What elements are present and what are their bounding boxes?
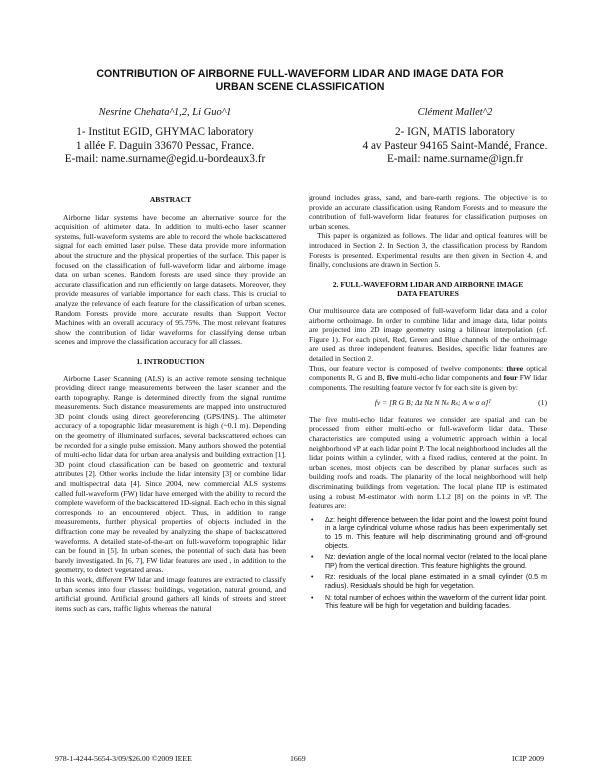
list-item-text: Δz: height difference between the lidar point and the lowest point found in a large cylindrical volume whose radius has been experimentally set to 15 m. This feature will help discriminating ground and off-ground objects. [325, 516, 547, 550]
fv-text-d: multi-echo lidar components and [398, 373, 504, 383]
section-2-heading [309, 280, 547, 299]
intro-continuation: ground includes grass, sand, and bare-earth regions. The objective is to provide an accurate classification using Random Forests and to measure the contribution of full-waveform lidar features for classification purposes on urban scenes. [309, 193, 547, 231]
fv-text-a: Thus, our feature vector is composed of twelve components: [309, 363, 507, 373]
fv-text-e: FW lidar components. The resulting feature vector fv for each site is given by: [309, 373, 548, 392]
intro-paragraph-1: Airborne Laser Scanning (ALS) is an active remote sensing technique providing direct range measurements between the laser scanner and the earth topography. Range is determined directly from the signal runtime measurements. Such distance measurements are mapped into unstructured 3D point clouds using direct georeferencing (GPS/INS). The altimeter accuracy of a topographic lidar measurement is high (~0.1 m). Depending on the geometry of illuminated surfaces, several backscattered echoes can be recorded for a single pulse emission. Many authors showed the potential of multi-echo lidar data for urban area analysis and building extraction [1]. 3D point cloud classification can be based on geometric and textural attributes [2]. Other works include the lidar intensity [3] or combine lidar and multispectral data [4]. Since 2004, new commercial ALS systems called full-waveform (FW) lidar have emerged with the ability to record the complete waveform of the backscattered 1D-signal. Each echo in this signal corresponds to an encountered object. Thus, in addition to range measurements, further physical properties of objects included in the diffraction cone may be revealed by analyzing the shape of backscattered waveforms. A detailed state-of-the-art on full-waveform topographic lidar can be found in [5]. In urban scenes, the potential of such data has been barely investigated. In [6, 7], FW lidar features are used , in addition to the geometry, to detect vegetated areas. [55, 373, 286, 575]
section-2-heading-line-2: DATA FEATURES [397, 289, 459, 299]
intro-paragraph-2: In this work, different FW lidar and image features are extracted to classify urban scenes into four classes: buildings, vegetation, natural ground, and artificial ground. Artificial ground gathers all kinds of streets and street items such as cars, traffic lights whereas the natural [55, 574, 286, 613]
title-line-1: CONTRIBUTION OF AIRBORNE FULL-WAVEFORM LIDAR AND IMAGE DATA FOR [96, 68, 504, 80]
footer-page-number: 1669 [290, 754, 306, 763]
list-item [309, 574, 547, 591]
author-names-left: Nesrine Chehata^1,2, Li Guo^1 [98, 107, 232, 118]
list-item [309, 517, 547, 551]
paper-title [40, 68, 560, 94]
bullet-icon: • [311, 574, 314, 582]
left-column [55, 195, 286, 613]
equation-body: fv = [R G B; Δz Nz N Nₛ Rₛ; A w σ α]ᵀ [374, 398, 492, 408]
affiliation-right-1: 2- IGN, MATIS laboratory [395, 126, 515, 138]
bullet-icon: • [311, 516, 314, 524]
equation-1 [309, 398, 547, 408]
author-block-left [20, 106, 310, 167]
list-item [309, 554, 547, 571]
email-left: E-mail: name.surname@egid.u-bordeaux3.fr [64, 153, 266, 165]
bullet-icon: • [311, 554, 314, 562]
email-right: E-mail: name.surname@ign.fr [386, 153, 524, 165]
list-item [309, 595, 547, 612]
fv-bold-four: four [503, 373, 518, 383]
abstract-text: Airborne lidar systems have become an alternative source for the acquisition of altimeter data. In addition to multi-echo laser scanner systems, full-waveform systems are able to record the whole backscattered signal for each emitted laser pulse. These data provide more information about the structure and the physical properties of the surface. This paper is focused on the classification of full-waveform lidar and airborne image data on urban scenes. Random forests are used since they provide an accurate classification and run efficiently on large datasets. Moreover, they provide measures of variable importance for each class. This is crucial to analyze the relevance of each feature for the classification of urban scenes. Random Forests provide more accurate results than Support Vector Machines with an overall accuracy of 95.75%. The most relevant features show the contribution of lidar waveforms for classifying dense urban scenes and improve the classification accuracy for all classes. [55, 212, 286, 347]
list-item-text: Rz: residuals of the local plane estimated in a small cylinder (0.5 m radius). Residuals should be high for vegetation. [325, 574, 547, 590]
fv-text-c: optical components R, G and B, [309, 363, 547, 383]
data-paragraph: Our multisource data are composed of full-waveform lidar data and a color airborne orthoimage. In order to combine lidar and image data, lidar points are projected into 2D image geometry using a bilinear interpolation (cf. Figure 1). For each pixel, Red, Green and Blue channels of the orthoimage are used as three independent features. Besides, specific lidar features are detailed in Section 2. [309, 305, 547, 363]
affiliation-right-2: 4 av Pasteur 94165 Saint-Mandé, France. [362, 139, 548, 152]
organization-paragraph: This paper is organized as follows. The lidar and optical features will be introduced in Section 2. In Section 3, the classification process by Random Forests is presented. Experimental results are then given in Section 4, and finally, conclusions are drawn in Section 5. [309, 231, 547, 270]
introduction-heading: 1. INTRODUCTION [136, 356, 205, 366]
abstract-heading: ABSTRACT [149, 195, 192, 204]
feature-list [309, 517, 547, 612]
footer-isbn: 978-1-4244-5654-3/09/$26.00 ©2009 IEEE [55, 754, 192, 763]
multi-echo-paragraph: The five multi-echo lidar features we consider are spatial and can be processed from either multi-echo or full-waveform lidar data. These characteristics are computed using a volumetric approach within a local neighborhood νP at each lidar point P. The local neighborhood includes all the lidar points within a cylinder, with a fixed radius, centered at the point. In urban scenes, most objects can be described by planar surfaces such as building roofs and roads. The planarity of the local neighborhood will help discriminating buildings from vegetation. The local plane ΠP is estimated using a robust M-estimator with norm L1.2 [8] on the points in νP. The features are: [309, 414, 547, 511]
affiliation-left-1: 1- Institut EGID, GHYMAC laboratory [76, 126, 254, 138]
right-column [309, 193, 547, 615]
feature-vector-paragraph [309, 364, 547, 393]
affiliation-left-2: 1 allée F. Daguin 33670 Pessac, France. [75, 139, 255, 152]
list-item-text: N: total number of echoes within the waveform of the current lidar point. This feature will be high for vegetation and building facades. [325, 594, 547, 611]
equation-number: (1) [538, 398, 547, 408]
author-block-right [310, 106, 600, 167]
footer-conference: ICIP 2009 [512, 754, 544, 763]
fv-bold-three: three [506, 363, 524, 373]
bullet-icon: • [311, 594, 314, 602]
list-item-text: Nz: deviation angle of the local normal vector (related to the local plane ΠP) from the vertical direction. This feature highlights the ground. [325, 554, 547, 570]
fv-bold-five: five [386, 373, 399, 383]
title-line-2: URBAN SCENE CLASSIFICATION [215, 81, 385, 93]
section-2-heading-line-1: 2. FULL-WAVEFORM LIDAR AND AIRBORNE IMAGE [332, 279, 524, 289]
author-names-right: Clément Mallet^2 [417, 107, 493, 118]
